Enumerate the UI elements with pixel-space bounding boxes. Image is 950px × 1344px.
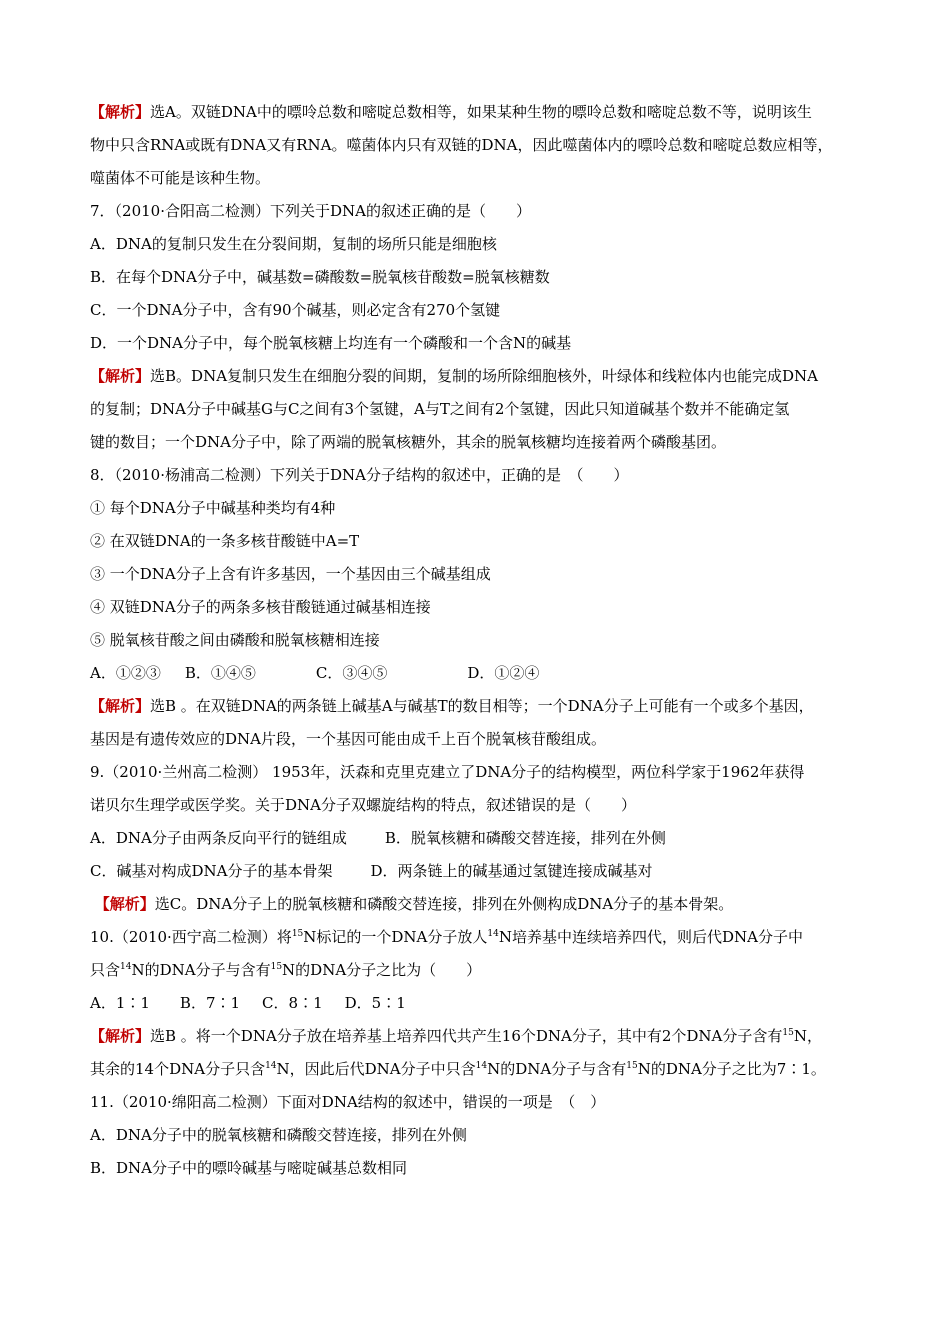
explanation-tag: 【解析】 [90,103,151,121]
q8-option-c: C．③④⑤ [315,664,388,682]
explanation-tag: 【解析】 [90,1027,151,1045]
q8-statement-2: ② 在双链DNA的一条多核苷酸链中A=T [90,532,360,550]
q11-option-a: A．DNA分子中的脱氧核糖和磷酸交替连接，排列在外侧 [90,1126,467,1144]
q6-explanation-line-2: 物中只含RNA或既有DNA又有RNA。噬菌体内只有双链的DNA，因此噬菌体内的嘌呤总数和嘧啶总数应相等， [90,136,833,154]
q8-explanation-line-1: 【解析】选B 。在双链DNA的两条链上碱基A与碱基T的数目相等；一个DNA分子上可能有一个或多个基因， [90,697,814,715]
q7-explanation-line-2: 的复制；DNA分子中碱基G与C之间有3个氢键，A与T之间有2个氢键，因此只知道碱基个数并不能确定氢 [90,400,790,418]
q7-option-b: B．在每个DNA分子中，碱基数=磷酸数=脱氧核苷酸数=脱氧核糖数 [90,268,550,286]
q8-stem: 8．（2010·杨浦高二检测）下列关于DNA分子结构的叙述中，正确的是 （ ） [90,466,629,484]
explanation-tag: 【解析】 [90,697,151,715]
q7-option-d: D．一个DNA分子中，每个脱氧核糖上均连有一个磷酸和一个含N的碱基 [90,334,572,352]
q10-options [90,987,870,1020]
explanation-tag: 【解析】 [94,895,155,913]
q9-options-cd [90,855,870,888]
document-page [90,96,870,1185]
q9-options-ab [90,822,870,855]
q7-explanation-line-1: 【解析】选B。DNA复制只发生在细胞分裂的间期，复制的场所除细胞核外，叶绿体和线粒体内也能完成DNA [90,367,819,385]
q11-stem: 11.（2010·绵阳高二检测）下面对DNA结构的叙述中，错误的一项是 （ ） [90,1093,606,1111]
q10-stem-line-1: 10.（2010·西宁高二检测）将$^{15}$N标记的一个DNA分子放人$^{14}$N培养基中连续培养四代，则后代DNA分子中 [90,928,803,946]
q8-statement-3: ③ 一个DNA分子上含有许多基因，一个基因由三个碱基组成 [90,565,491,583]
q9-stem-line-1: 9.（2010·兰州高二检测） 1953年，沃森和克里克建立了DNA分子的结构模型，两位科学家于1962年获得 [90,763,805,781]
q11-option-b: B．DNA分子中的嘌呤碱基与嘧啶碱基总数相同 [90,1159,408,1177]
q10-option-b: B．7∶1 [179,994,241,1012]
q10-option-d: D．5∶1 [344,994,406,1012]
q8-option-b: B．①④⑤ [184,664,256,682]
q8-options [90,657,870,690]
q6-explanation-line-3: 噬菌体不可能是该种生物。 [90,169,271,187]
q10-explanation-line-2: 其余的14个DNA分子只含$^{14}$N，因此后代DNA分子中只含$^{14}$N的DNA分子与含有$^{15}$N的DNA分子之比为7∶1。 [90,1060,826,1078]
q8-statement-5: ⑤ 脱氧核苷酸之间由磷酸和脱氧核糖相连接 [90,631,380,649]
q10-stem-line-2: 只含$^{14}$N的DNA分子与含有$^{15}$N的DNA分子之比为（ ） [90,961,482,979]
q9-stem-line-2: 诺贝尔生理学或医学奖。关于DNA分子双螺旋结构的特点，叙述错误的是（ ） [90,796,636,814]
q9-option-a: A．DNA分子由两条反向平行的链组成 [90,829,347,847]
q10-explanation-line-1: 【解析】选B 。将一个DNA分子放在培养基上培养四代共产生16个DNA分子，其中有2个DNA分子含有$^{15}$N， [90,1027,822,1045]
q7-explanation-line-3: 键的数目；一个DNA分子中，除了两端的脱氧核糖外，其余的脱氧核糖均连接着两个磷酸基团。 [90,433,726,451]
q9-option-c: C．碱基对构成DNA分子的基本骨架 [90,862,333,880]
q7-stem: 7．（2010·合阳高二检测）下列关于DNA的叙述正确的是（ ） [90,202,531,220]
q6-explanation-line-1: 【解析】选A。双链DNA中的嘌呤总数和嘧啶总数相等，如果某种生物的嘌呤总数和嘧啶总数不等，说明该生 [90,103,812,121]
q9-option-d: D．两条链上的碱基通过氢键连接成碱基对 [370,862,653,880]
q8-statement-4: ④ 双链DNA分子的两条多核苷酸链通过碱基相连接 [90,598,431,616]
explanation-tag: 【解析】 [90,367,151,385]
q9-explanation-line-1: 【解析】选C。DNA分子上的脱氧核糖和磷酸交替连接，排列在外侧构成DNA分子的基本骨架。 [94,895,734,913]
q7-option-c: C．一个DNA分子中，含有90个碱基，则必定含有270个氢键 [90,301,501,319]
q8-explanation-line-2: 基因是有遗传效应的DNA片段，一个基因可能由成千上百个脱氧核苷酸组成。 [90,730,606,748]
q10-option-a: A．1∶1 [90,994,150,1012]
q7-option-a: A．DNA的复制只发生在分裂间期，复制的场所只能是细胞核 [90,235,497,253]
q9-option-b: B．脱氧核糖和磷酸交替连接，排列在外侧 [384,829,666,847]
q10-option-c: C．8∶1 [262,994,323,1012]
q8-option-d: D．①②④ [467,664,540,682]
q8-statement-1: ① 每个DNA分子中碱基种类均有4种 [90,499,336,517]
q8-option-a: A．①②③ [90,664,161,682]
